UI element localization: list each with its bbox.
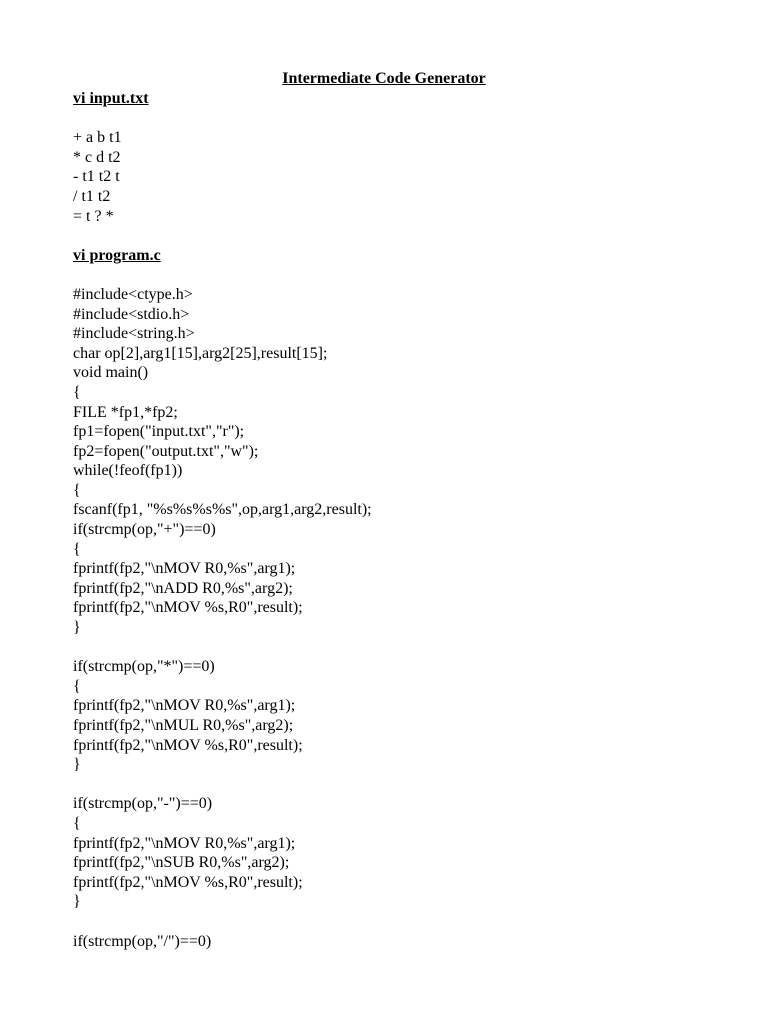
- code-line: if(strcmp(op,"*")==0): [73, 658, 215, 676]
- input-line: = t ? *: [73, 207, 114, 225]
- blank-line: [73, 265, 753, 285]
- code-line: #include<ctype.h>: [73, 285, 193, 303]
- code-line: fprintf(fp2,"\nMOV %s,R0",result);: [73, 599, 303, 617]
- code-line: fp1=fopen("input.txt","r");: [73, 423, 245, 441]
- code-line: fprintf(fp2,"\nMOV %s,R0",result);: [73, 873, 303, 891]
- code-line: fp2=fopen("output.txt","w");: [73, 442, 259, 460]
- input-file-contents: [73, 128, 753, 226]
- code-line: {: [73, 677, 81, 695]
- code-line: while(!feof(fp1)): [73, 462, 183, 480]
- code-line: {: [73, 481, 81, 499]
- code-line: }: [73, 619, 81, 637]
- code-line: [73, 775, 753, 795]
- blank-line: [73, 226, 753, 246]
- page-title: Intermediate Code Generator: [282, 70, 486, 87]
- code-line: [73, 638, 753, 658]
- program-file-heading: vi program.c: [73, 246, 161, 264]
- code-line: }: [73, 893, 81, 911]
- code-line: fprintf(fp2,"\nMUL R0,%s",arg2);: [73, 717, 294, 734]
- code-line: #include<string.h>: [73, 325, 195, 343]
- code-line: fscanf(fp1, "%s%s%s%s",op,arg1,arg2,result);: [73, 501, 372, 519]
- code-line: char op[2],arg1[15],arg2[25],result[15];: [73, 344, 328, 362]
- code-line: fprintf(fp2,"\nMOV R0,%s",arg1);: [73, 560, 296, 578]
- document-body: [73, 89, 753, 951]
- code-line: if(strcmp(op,"-")==0): [73, 795, 213, 813]
- code-line: {: [73, 383, 81, 401]
- input-line: + a b t1: [73, 129, 122, 147]
- code-line: if(strcmp(op,"+")==0): [73, 521, 216, 539]
- code-line: {: [73, 814, 81, 832]
- code-line: #include<stdio.h>: [73, 305, 190, 323]
- input-line: - t1 t2 t: [73, 168, 120, 186]
- code-line: fprintf(fp2,"\nSUB R0,%s",arg2);: [73, 854, 290, 872]
- code-line: if(strcmp(op,"/")==0): [73, 932, 212, 950]
- code-line: [73, 912, 753, 932]
- input-file-heading: vi input.txt: [73, 90, 149, 107]
- program-source-code: [73, 285, 753, 951]
- blank-line: [73, 109, 753, 129]
- code-line: }: [73, 756, 81, 774]
- input-line: / t1 t2: [73, 187, 111, 205]
- code-line: fprintf(fp2,"\nMOV %s,R0",result);: [73, 736, 303, 754]
- code-line: FILE *fp1,*fp2;: [73, 403, 178, 421]
- code-line: fprintf(fp2,"\nMOV R0,%s",arg1);: [73, 697, 296, 715]
- code-line: {: [73, 540, 81, 558]
- input-line: * c d t2: [73, 148, 121, 166]
- code-line: fprintf(fp2,"\nADD R0,%s",arg2);: [73, 579, 293, 597]
- code-line: fprintf(fp2,"\nMOV R0,%s",arg1);: [73, 834, 296, 852]
- code-line: void main(): [73, 364, 149, 382]
